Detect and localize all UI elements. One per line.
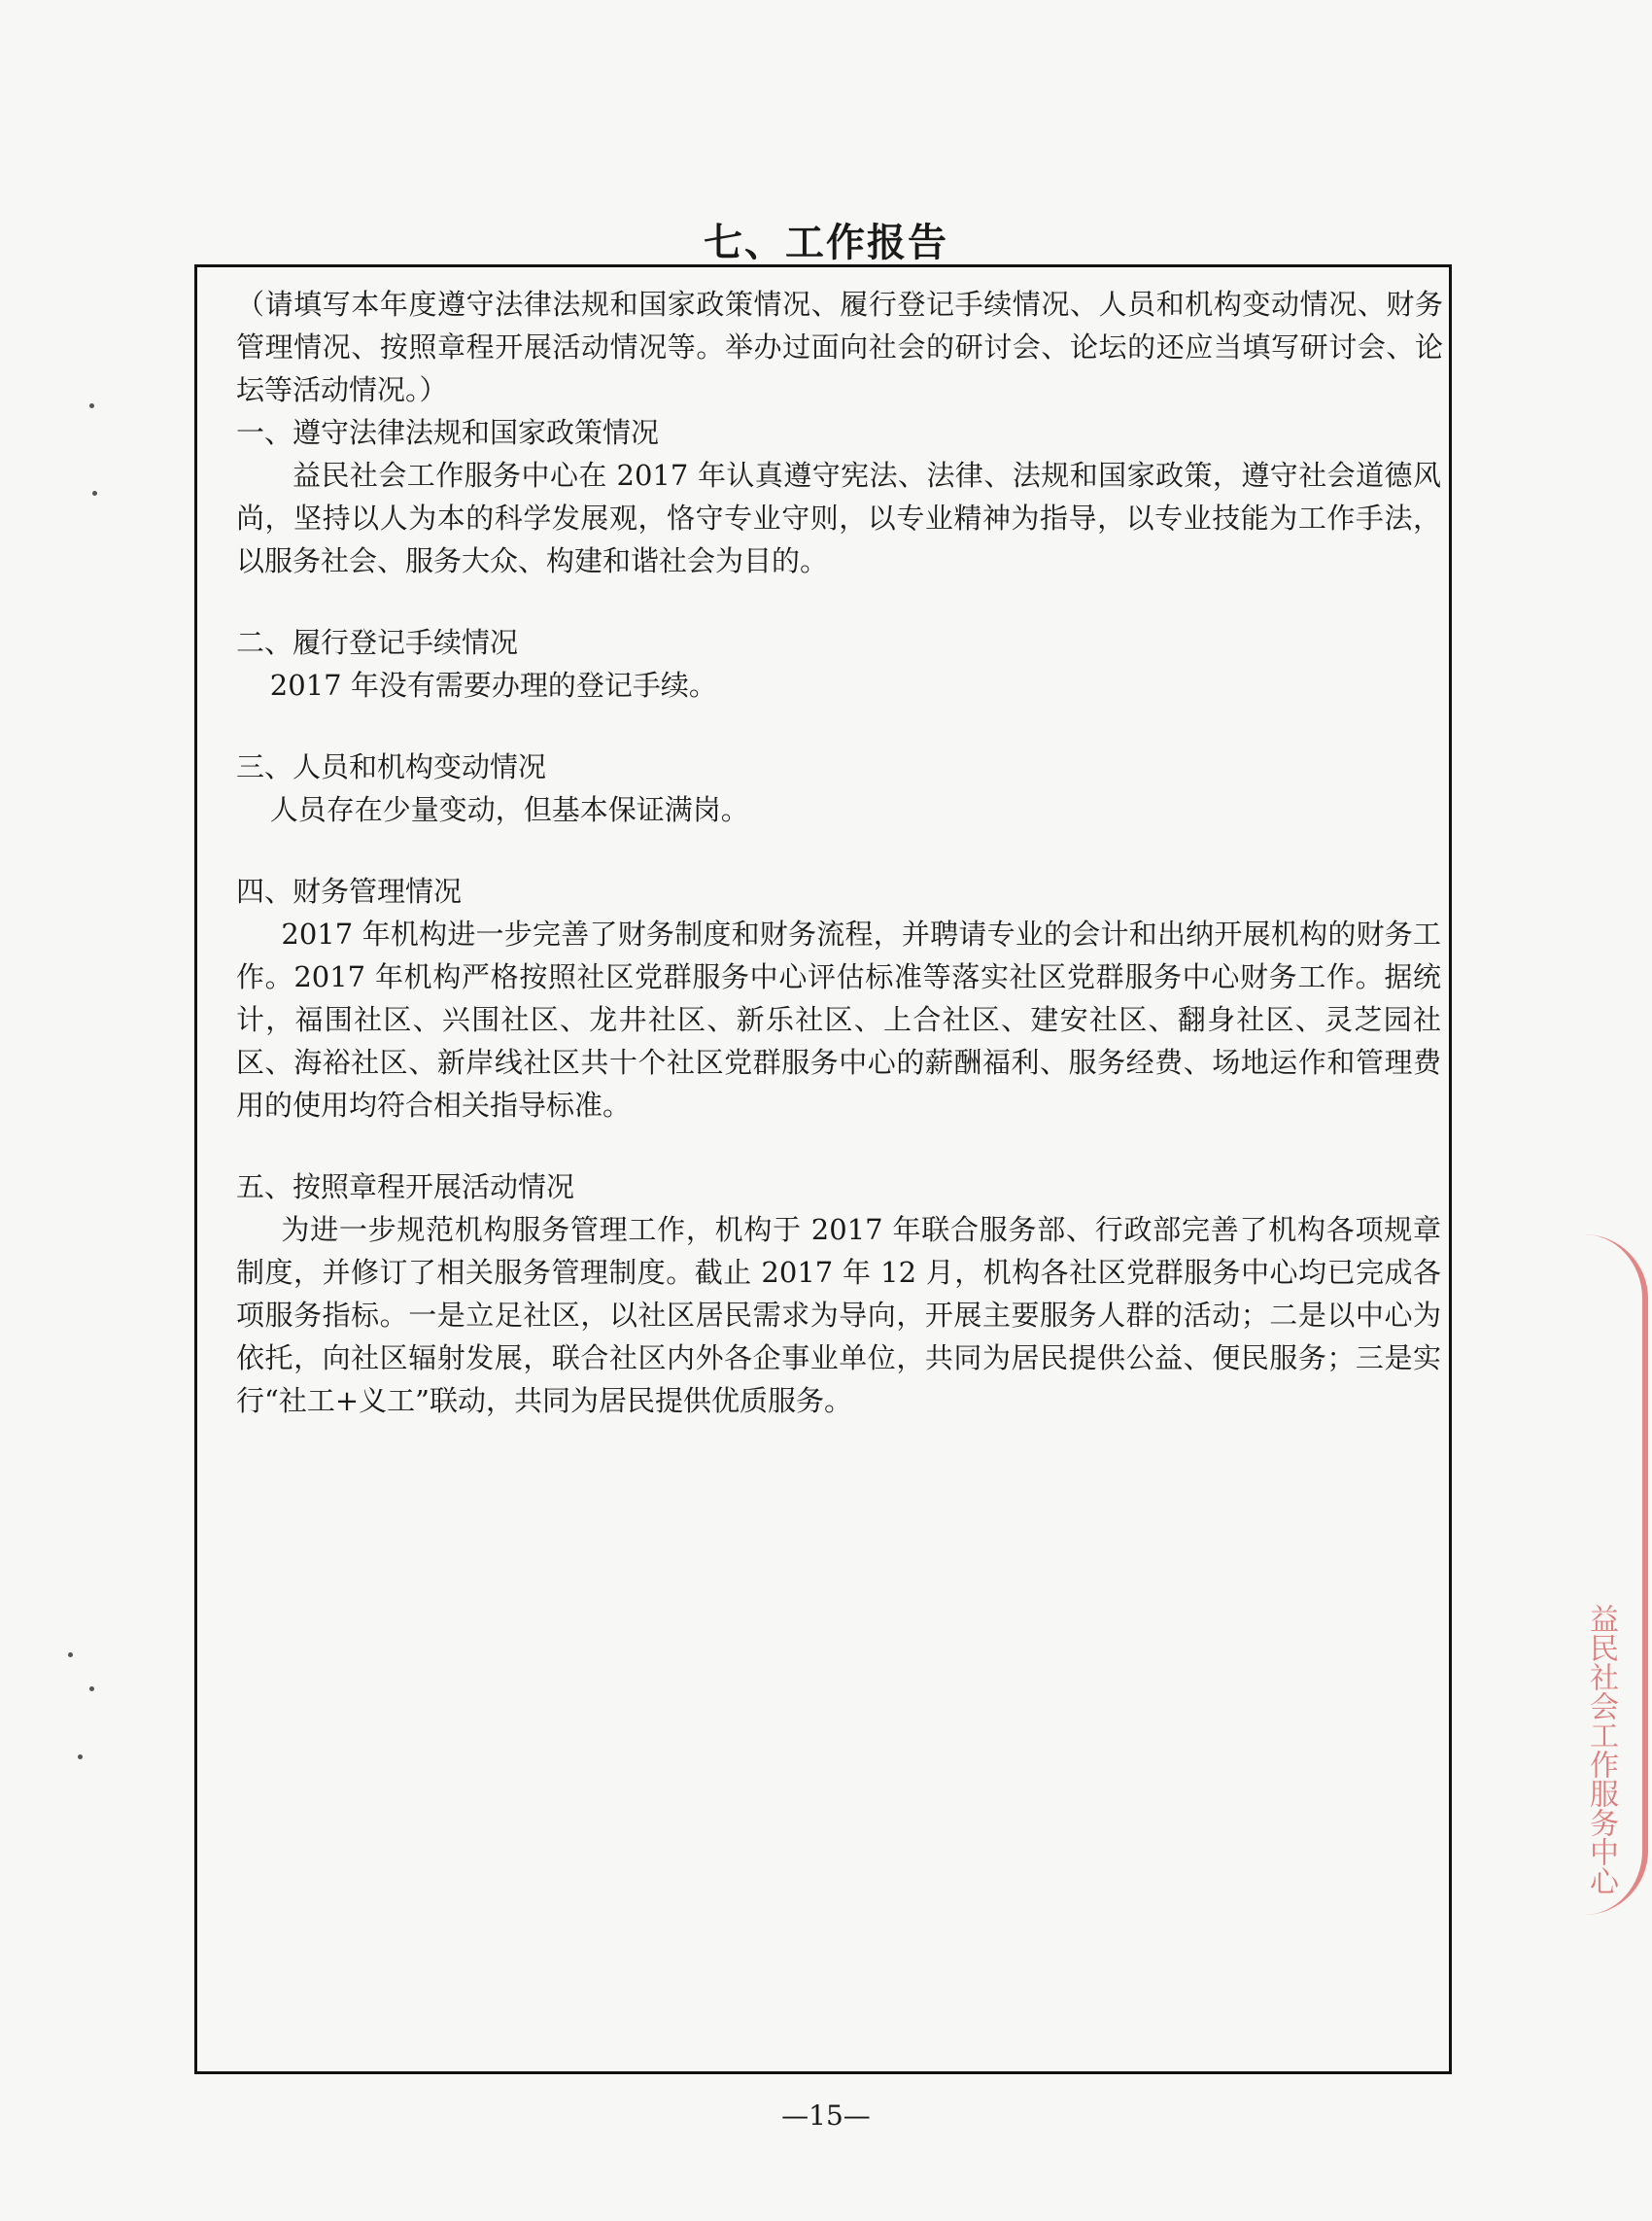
section-4 xyxy=(236,870,1449,1127)
section-body: 人员存在少量变动，但基本保证满岗。 xyxy=(269,793,749,826)
section-2 xyxy=(236,621,1449,707)
section-heading: 四、财务管理情况 xyxy=(236,875,463,908)
section-body: 为进一步规范机构服务管理工作，机构于 2017 年联合服务部、行政部完善了机构各项规章制度，并修订了相关服务管理制度。截止 2017 年 12 月，机构各社区党群服务中心均已完成各项服务指标。一是立足社区，以社区居民需求为导向，开展主要服务人群的活动；二是以中心为依托，向社区辐射发展，联合社区内外各企事业单位，共同为居民提供公益、便民服务；三是实行“社工+义工”联动，共同为居民提供优质服务。 xyxy=(236,1213,1441,1417)
section-body: 2017 年没有需要办理的登记手续。 xyxy=(269,669,717,702)
section-heading: 一、遵守法律法规和国家政策情况 xyxy=(236,416,660,449)
section-heading: 五、按照章程开展活动情况 xyxy=(236,1170,575,1203)
scan-speck xyxy=(92,491,97,496)
section-1 xyxy=(236,411,1449,582)
page-title: 七、工作报告 xyxy=(704,221,948,265)
scan-speck xyxy=(89,1686,94,1691)
section-body: 2017 年机构进一步完善了财务制度和财务流程，并聘请专业的会计和出纳开展机构的财务工作。2017 年机构严格按照社区党群服务中心评估标准等落实社区党群服务中心财务工作。据统计，福围社区、兴围社区、龙井社区、新乐社区、上合社区、建安社区、翻身社区、灵芝园社区、海裕社区、新岸线社区共十个社区党群服务中心的薪酬福利、服务经费、场地运作和管理费用的使用均符合相关指导标准。 xyxy=(236,918,1441,1122)
section-heading: 三、人员和机构变动情况 xyxy=(236,750,547,783)
section-3 xyxy=(236,746,1449,831)
seal-text: 益民社会工作服务中心 xyxy=(1584,1604,1618,1895)
report-box xyxy=(194,264,1452,2074)
scan-speck xyxy=(89,403,94,408)
scan-speck xyxy=(68,1652,73,1657)
scan-speck xyxy=(78,1754,83,1759)
section-heading: 二、履行登记手续情况 xyxy=(236,626,519,659)
section-5 xyxy=(236,1165,1449,1422)
instructions-text: （请填写本年度遵守法律法规和国家政策情况、履行登记手续情况、人员和机构变动情况、财务管理情况、按照章程开展活动情况等。举办过面向社会的研讨会、论坛的还应当填写研讨会、论坛等活动情况。） xyxy=(236,288,1443,406)
page-number: —15— xyxy=(781,2100,871,2132)
section-body: 益民社会工作服务中心在 2017 年认真遵守宪法、法律、法规和国家政策，遵守社会道德风尚，坚持以人为本的科学发展观，恪守专业守则，以专业精神为指导，以专业技能为工作手法，以服务社会、服务大众、构建和谐社会为目的。 xyxy=(236,459,1441,577)
